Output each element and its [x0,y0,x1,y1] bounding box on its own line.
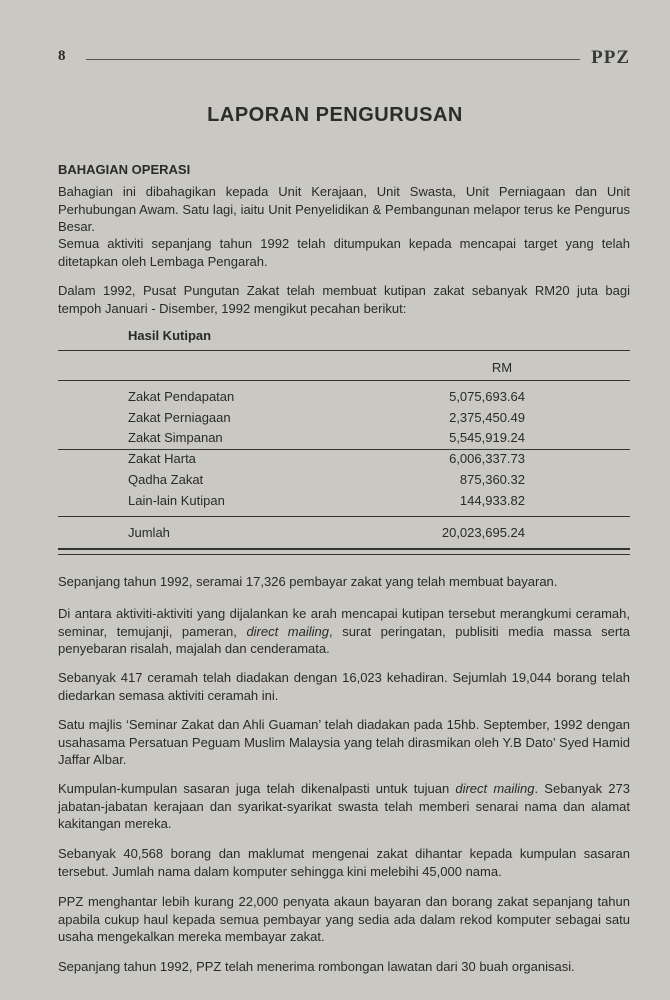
page-title: LAPORAN PENGURUSAN [207,104,463,126]
row-value: 5,545,919.24 [449,430,525,445]
paragraph-text: Di antara aktiviti-aktiviti yang dijalankan ke arah mencapai kutipan tersebut merangkumi ceramah, seminar, temujanji, pameran, [58,606,630,639]
paragraph-target-groups [58,780,630,833]
paragraph-emphasis: direct mailing [455,781,535,796]
table-row [128,472,525,492]
table-total-row [128,525,525,545]
header-rule [86,59,580,60]
section-heading: BAHAGIAN OPERASI [58,162,191,177]
paragraph-text: Kumpulan-kumpulan sasaran juga telah dikenalpasti untuk tujuan [58,781,456,796]
paragraph-statements: PPZ menghantar lebih kurang 22,000 penyata akaun bayaran dan borang zakat sepanjang tahun apabila cukup haul kepada semua pembayar yang sedia ada dalam rekod komputer sebagai satu usaha mengekalkan mereka membayar zakat. [58,894,630,944]
currency-header: RM [491,360,513,375]
table-row [128,430,525,450]
table-rule-mid [58,449,630,450]
row-value: 5,075,693.64 [449,389,525,404]
row-label: Zakat Perniagaan [128,410,231,425]
paragraph-collection: Dalam 1992, Pusat Pungutan Zakat telah membuat kutipan zakat sebanyak RM20 juta bagi tempoh Januari - Disember, 1992 mengikut pecahan berikut: [58,283,630,316]
row-label: Lain-lain Kutipan [128,493,225,508]
table-row [128,410,525,430]
row-value: 6,006,337.73 [449,451,525,466]
ppz-logo: PPZ [591,47,630,68]
table-row [128,493,525,513]
table-rule-top [58,350,630,351]
paragraph-text: , surat peringatan, publisiti media massa serta penyebaran risalah, majalah dan cenderamata. [58,623,630,656]
row-label: Qadha Zakat [128,472,204,487]
paragraph-visits: Sepanjang tahun 1992, PPZ telah menerima rombongan lawatan dari 30 buah organisasi. [58,959,575,974]
row-label: Zakat Simpanan [128,430,223,445]
table-rule-header [58,380,630,381]
table-rule-bottom [58,548,630,555]
paragraph-units: Bahagian ini dibahagikan kepada Unit Kerajaan, Unit Swasta, Unit Perniagaan dan Unit Perhubungan Awam. Satu lagi, iaitu Unit Penyelidikan & Pembangunan melapor terus ke Pengurus Besar. [58,184,630,234]
paragraph-emphasis: direct mailing [246,623,329,639]
page-number: 8 [58,48,66,64]
row-value: 875,360.32 [459,472,525,487]
total-value: 20,023,695.24 [441,525,525,540]
paragraph-talks: Sebanyak 417 ceramah telah diadakan dengan 16,023 kehadiran. Sejumlah 19,044 borang telah diedarkan semasa aktiviti ceramah ini. [58,670,630,703]
paragraph-forms: Sebanyak 40,568 borang dan maklumat mengenai zakat dihantar kepada kumpulan sasaran tersebut. Jumlah nama dalam komputer sehingga kini melebihi 45,000 nama. [58,846,630,879]
row-label: Zakat Pendapatan [128,389,235,404]
collection-table [58,328,630,554]
row-value: 144,933.82 [459,493,525,508]
table-row [128,451,525,471]
table-heading: Hasil Kutipan [128,328,212,343]
paragraph-activities [58,605,630,658]
row-label: Zakat Harta [128,451,196,466]
paragraph-seminar: Satu majlis ‘Seminar Zakat dan Ahli Guaman’ telah diadakan pada 15hb. September, 1992 dengan usahasama Persatuan Peguam Muslim Malaysia yang telah dirasmikan oleh Y.B Dato’ Syed Hamid Jaffar Albar. [58,717,630,767]
table-row [128,389,525,409]
paragraph-target: Semua aktiviti sepanjang tahun 1992 telah ditumpukan kepada mencapai target yang telah ditetapkan oleh Lembaga Pengarah. [58,236,630,269]
page-header [58,48,630,70]
table-rule-total [58,516,630,517]
paragraph-payers: Sepanjang tahun 1992, seramai 17,326 pembayar zakat yang telah membuat bayaran. [58,574,558,589]
paragraph-text: . Sebanyak 273 jabatan-jabatan kerajaan dan syarikat-syarikat swasta telah memberi senarai nama dan alamat kakitangan mereka. [58,781,630,831]
total-label: Jumlah [128,525,170,540]
row-value: 2,375,450.49 [449,410,525,425]
